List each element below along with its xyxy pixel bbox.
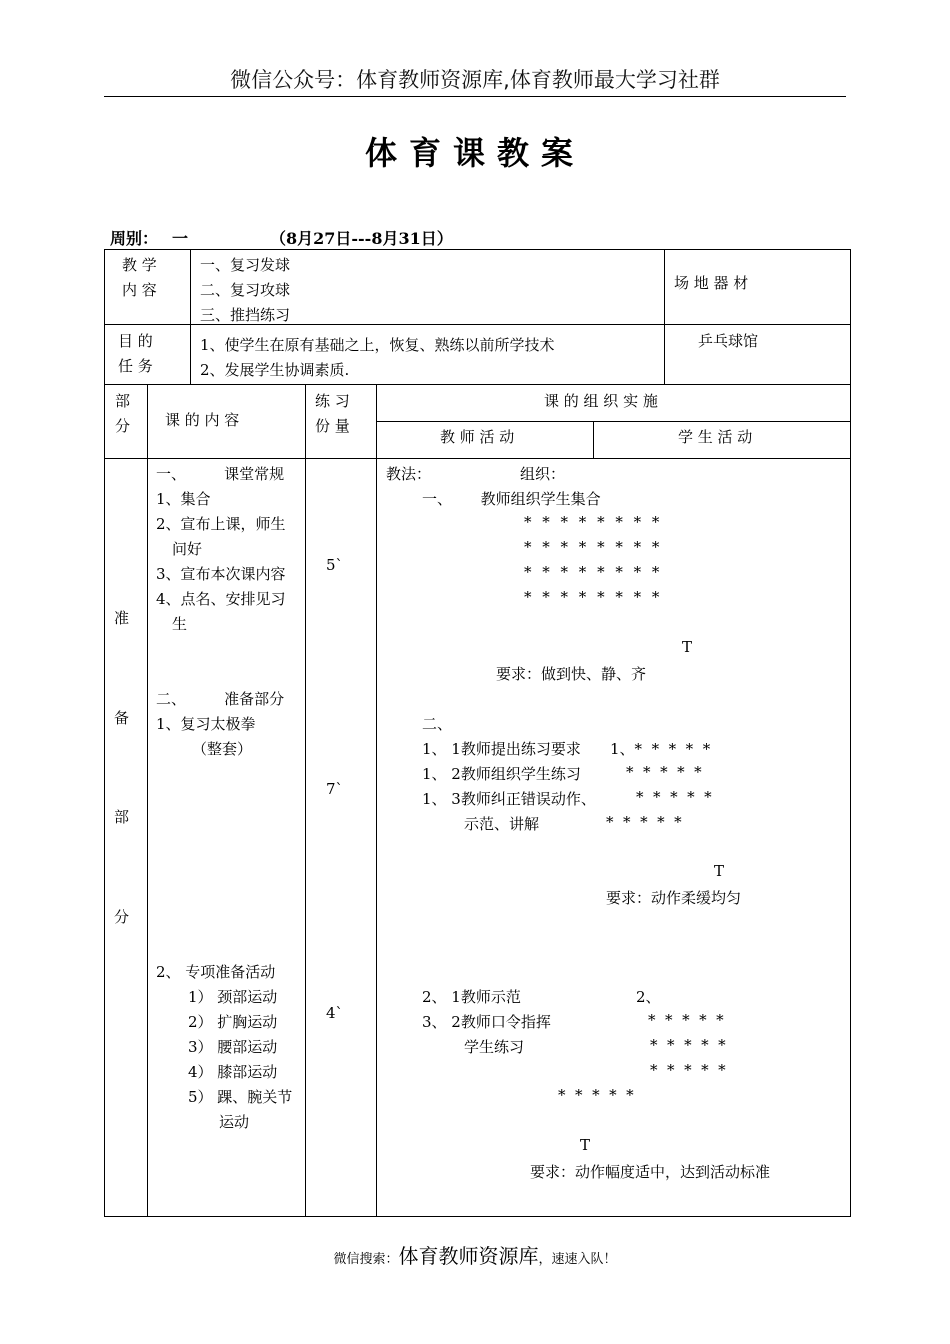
venue: 乒乓球馆 <box>698 332 759 350</box>
step-2-1: 1、 1教师提出练习要求 <box>422 740 581 758</box>
exercise-5-cont: 运动 <box>219 1113 250 1131</box>
content-label-2: 内 容 <box>122 281 157 299</box>
formation-b-2: * * * * * <box>636 788 712 806</box>
step-3-1-formation: 2、 <box>636 988 661 1006</box>
routine-item-1: 1、集合 <box>156 490 211 508</box>
load-2: 7` <box>326 780 344 798</box>
organize-label: 组织： <box>520 465 566 483</box>
warmup-item-1: 1、复习太极拳 <box>156 715 256 733</box>
requirement-3: 要求：动作幅度适中，达到活动标准 <box>530 1163 771 1181</box>
routine-item-2-cont: 问好 <box>172 540 203 558</box>
load-3: 4` <box>326 1004 344 1022</box>
teacher-mark-3: T <box>580 1136 591 1154</box>
header-divider <box>104 96 846 97</box>
step-3-2-cont: 学生练习 <box>464 1038 525 1056</box>
teacher-mark-1: T <box>682 638 693 656</box>
formation-c-2: * * * * * <box>650 1036 726 1054</box>
formation-b-1: * * * * * <box>626 763 702 781</box>
task-item-2: 2、发展学生协调素质. <box>200 361 350 379</box>
section-char-2: 备 <box>114 709 130 727</box>
section-char-4: 分 <box>114 908 130 926</box>
gather-step: 一、 教师组织学生集合 <box>422 490 601 508</box>
col-org: 课 的 组 织 实 施 <box>544 392 658 410</box>
page-footer <box>0 1240 950 1269</box>
equipment-label: 场 地 器 材 <box>674 274 749 292</box>
content-label-1: 教 学 <box>122 256 157 274</box>
formation-c-4: * * * * * <box>558 1086 634 1104</box>
col-part-2: 分 <box>115 417 131 435</box>
content-item-3: 三、推挡练习 <box>200 306 291 324</box>
warmup-heading: 二、 准备部分 <box>156 690 285 708</box>
section-char-3: 部 <box>114 808 130 826</box>
step-2-2: 1、 2教师组织学生练习 <box>422 765 581 783</box>
content-item-1: 一、复习发球 <box>200 256 291 274</box>
formation-row-4: * * * * * * * * <box>524 588 663 606</box>
week-dates: （8月27日---8月31日） <box>270 229 453 248</box>
task-item-1: 1、使学生在原有基础之上，恢复、熟练以前所学技术 <box>200 336 555 354</box>
requirement-1: 要求：做到快、静、齐 <box>496 665 647 683</box>
special-warmup-heading: 2、 专项准备活动 <box>156 963 276 981</box>
col-load-1: 练 习 <box>315 392 350 410</box>
step-3-2: 3、 2教师口令指挥 <box>422 1013 551 1031</box>
col-student: 学 生 活 动 <box>678 428 753 446</box>
task-label-1: 目 的 <box>118 332 153 350</box>
week-value: 一 <box>172 229 189 248</box>
routine-item-4: 4、点名、安排见习 <box>156 590 286 608</box>
week-label: 周别： <box>110 229 159 248</box>
formation-row-1: * * * * * * * * <box>524 513 663 531</box>
step-2-1-formation: 1、* * * * * <box>610 740 711 758</box>
teacher-mark-2: T <box>714 862 725 880</box>
task-label-2: 任 务 <box>118 357 153 375</box>
method-label: 教法： <box>386 465 432 483</box>
requirement-2: 要求：动作柔缓均匀 <box>606 889 742 907</box>
exercise-1: 1） 颈部运动 <box>188 988 278 1006</box>
col-content: 课 的 内 容 <box>165 411 240 429</box>
routine-item-4-cont: 生 <box>172 615 188 633</box>
section-char-1: 准 <box>114 609 130 627</box>
formation-b-3: * * * * * <box>606 813 682 831</box>
warmup-item-1-cont: （整套） <box>192 740 253 758</box>
footer-suffix: ，速速入队！ <box>538 1252 617 1267</box>
formation-row-2: * * * * * * * * <box>524 538 663 556</box>
exercise-4: 4） 膝部运动 <box>188 1063 278 1081</box>
formation-c-1: * * * * * <box>648 1011 724 1029</box>
page-header: 微信公众号：体育教师资源库,体育教师最大学习社群 <box>230 68 720 92</box>
col-load-2: 份 量 <box>315 417 350 435</box>
formation-c-3: * * * * * <box>650 1061 726 1079</box>
step-2-3-cont: 示范、讲解 <box>464 815 540 833</box>
page-title: 体育课教案 <box>364 134 585 172</box>
load-1: 5` <box>326 556 344 574</box>
footer-name: 体育教师资源库 <box>398 1244 539 1268</box>
col-teacher: 教 师 活 动 <box>440 428 515 446</box>
step-2-heading: 二、 <box>422 715 453 733</box>
content-item-2: 二、复习攻球 <box>200 281 291 299</box>
formation-row-3: * * * * * * * * <box>524 563 663 581</box>
routine-item-3: 3、宣布本次课内容 <box>156 565 286 583</box>
exercise-3: 3） 腰部运动 <box>188 1038 278 1056</box>
exercise-5: 5） 踝、腕关节 <box>188 1088 293 1106</box>
routine-heading: 一、 课堂常规 <box>156 465 285 483</box>
step-2-3: 1、 3教师纠正错误动作、 <box>422 790 596 808</box>
exercise-2: 2） 扩胸运动 <box>188 1013 278 1031</box>
footer-prefix: 微信搜索： <box>333 1252 399 1267</box>
col-part-1: 部 <box>115 392 131 410</box>
routine-item-2: 2、宣布上课，师生 <box>156 515 286 533</box>
step-3-1: 2、 1教师示范 <box>422 988 521 1006</box>
